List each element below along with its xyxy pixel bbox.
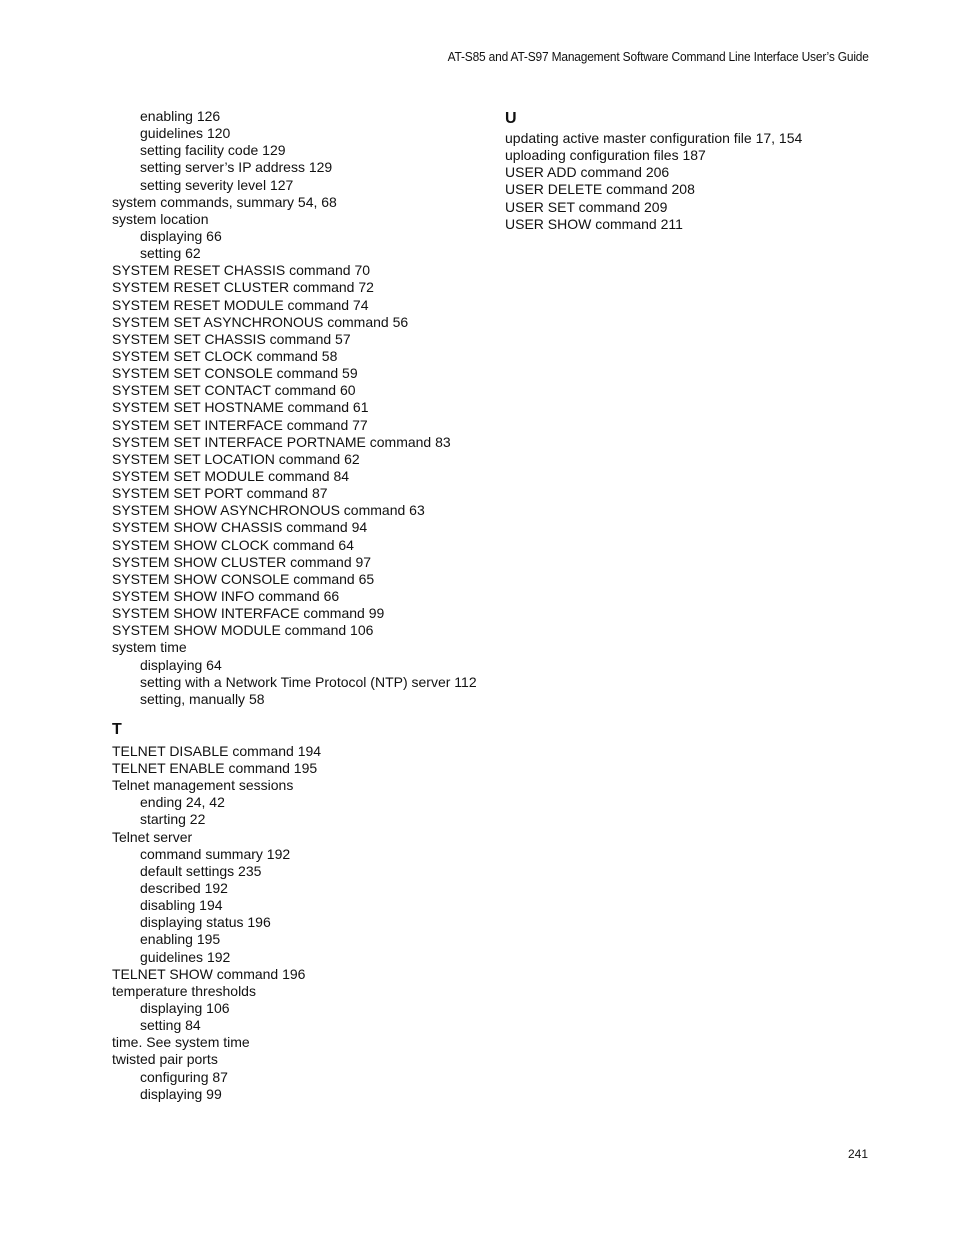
index-subentry: configuring 87 (140, 1068, 228, 1085)
index-entry: SYSTEM RESET CLUSTER command 72 (112, 279, 374, 296)
index-entry: SYSTEM SET CHASSIS command 57 (112, 330, 351, 347)
index-section-letter: U (505, 110, 517, 127)
page-number: 241 (847, 1147, 868, 1161)
index-subentry: setting with a Network Time Protocol (NTP) server 112 (140, 673, 477, 690)
index-entry: updating active master configuration file 17, 154 (505, 130, 803, 146)
index-entry: SYSTEM SET CONSOLE command 59 (112, 365, 358, 382)
index-entry: SYSTEM SHOW CLOCK command 64 (112, 536, 354, 553)
index-subentry: displaying 64 (140, 656, 222, 673)
index-column-left (112, 108, 497, 1103)
running-header: AT-S85 and AT-S97 Management Software Command Line Interface User’s Guide (447, 49, 869, 64)
index-entry: system time (112, 639, 187, 656)
index-entry: SYSTEM SET CONTACT command 60 (112, 382, 356, 399)
index-subentry: command summary 192 (140, 845, 291, 862)
index-subentry: displaying 106 (140, 1000, 230, 1017)
index-entry: USER ADD command 206 (505, 164, 670, 181)
index-entry: uploading configuration files 187 (505, 147, 706, 164)
index-subentry: ending 24, 42 (140, 794, 225, 811)
index-entry: SYSTEM SET PORT command 87 (112, 485, 328, 502)
index-entry: TELNET SHOW command 196 (112, 965, 306, 982)
index-subentry: starting 22 (140, 811, 206, 828)
index-entry: Telnet management sessions (112, 777, 294, 794)
index-entry: system commands, summary 54, 68 (112, 193, 337, 210)
index-subentry: default settings 235 (140, 862, 262, 879)
index-entry: SYSTEM SHOW CHASSIS command 94 (112, 519, 368, 536)
index-entry: SYSTEM SHOW INFO command 66 (112, 587, 340, 604)
index-subentry: setting facility code 129 (140, 142, 286, 159)
index-subentry: setting severity level 127 (140, 176, 294, 193)
index-subentry: described 192 (140, 880, 228, 897)
index-subentry: guidelines 120 (140, 125, 231, 142)
index-entry: TELNET ENABLE command 195 (112, 760, 318, 777)
index-entry: SYSTEM SET HOSTNAME command 61 (112, 399, 369, 416)
index-subentry: setting 62 (140, 245, 201, 262)
index-entry: system location (112, 210, 209, 227)
index-entry: SYSTEM SET INTERFACE command 77 (112, 416, 368, 433)
index-entry: USER SET command 209 (505, 198, 668, 215)
index-entry: SYSTEM SHOW ASYNCHRONOUS command 63 (112, 502, 425, 519)
index-entry: USER SHOW command 211 (505, 215, 683, 232)
index-entry: TELNET DISABLE command 194 (112, 742, 322, 759)
index-subentry: displaying 66 (140, 227, 222, 244)
index-subentry: disabling 194 (140, 897, 223, 914)
index-entry: time. See system time (112, 1034, 250, 1051)
index-column-right (505, 108, 875, 233)
index-subentry: enabling 126 (140, 108, 221, 124)
index-entry: twisted pair ports (112, 1051, 218, 1068)
index-entry: SYSTEM RESET CHASSIS command 70 (112, 262, 371, 279)
index-subentry: setting 84 (140, 1017, 201, 1034)
index-entry: SYSTEM RESET MODULE command 74 (112, 296, 369, 313)
index-entry: SYSTEM SET INTERFACE PORTNAME command 83 (112, 433, 451, 450)
index-subentry: displaying 99 (140, 1085, 222, 1102)
index-entry: SYSTEM SET CLOCK command 58 (112, 347, 338, 364)
index-entry: USER DELETE command 208 (505, 181, 695, 198)
index-entry: SYSTEM SHOW CONSOLE command 65 (112, 570, 375, 587)
index-subentry: setting server’s IP address 129 (140, 159, 333, 176)
index-entry: Telnet server (112, 828, 193, 845)
index-subentry: enabling 195 (140, 931, 221, 948)
index-subentry: setting, manually 58 (140, 690, 265, 707)
index-entry: temperature thresholds (112, 982, 256, 999)
index-entry: SYSTEM SHOW INTERFACE command 99 (112, 605, 385, 622)
index-section-letter: T (112, 720, 122, 738)
index-subentry: displaying status 196 (140, 914, 271, 931)
index-entry: SYSTEM SET MODULE command 84 (112, 467, 350, 484)
index-entry: SYSTEM SHOW MODULE command 106 (112, 622, 374, 639)
index-subentry: guidelines 192 (140, 948, 231, 965)
index-entry: SYSTEM SET LOCATION command 62 (112, 450, 360, 467)
index-entry: SYSTEM SET ASYNCHRONOUS command 56 (112, 313, 409, 330)
index-entry: SYSTEM SHOW CLUSTER command 97 (112, 553, 372, 570)
